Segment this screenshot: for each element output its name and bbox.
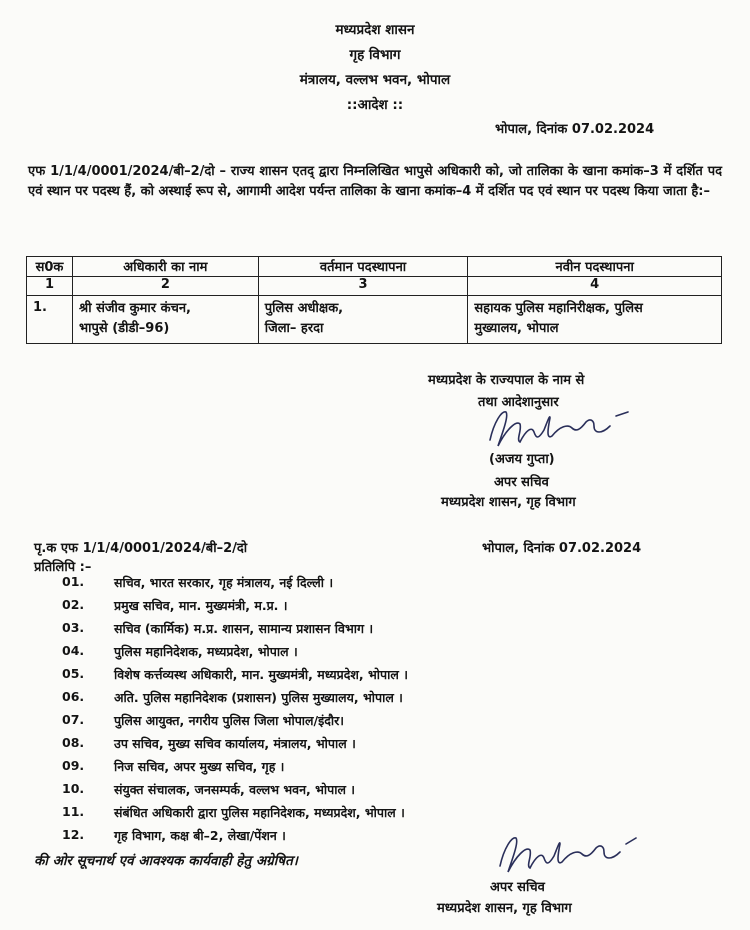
order-authority-line: तथा आदेशानुसार <box>478 395 559 410</box>
officer-service: भापुसे (डीडी–96) <box>78 321 170 336</box>
current-place: जिला– हरदा <box>264 321 324 336</box>
list-text: पुलिस आयुक्त, नगरीय पुलिस जिला भोपाल/इंदौर। <box>114 713 344 728</box>
list-text: संबंधित अधिकारी द्वारा पुलिस महानिदेशक, मध्यप्रदेश, भोपाल । <box>114 805 405 820</box>
current-posting-cell <box>258 296 468 344</box>
list-number: 08. <box>62 735 85 750</box>
table-header-cell: वर्तमान पदस्थापना <box>258 257 468 277</box>
posting-table <box>26 256 722 344</box>
list-number: 09. <box>62 758 85 773</box>
header-address: मंत्रालय, वल्लभ भवन, भोपाल <box>299 72 451 88</box>
list-text: उप सचिव, मुख्य सचिव कार्यालय, मंत्रालय, भोपाल । <box>114 736 356 751</box>
list-text: गृह विभाग, कक्ष बी–2, लेखा/पेंशन । <box>114 828 286 843</box>
forwarding-note: की ओर सूचनार्थ एवं आवश्यक कार्यवाही हेतु अग्रेषित। <box>34 853 298 869</box>
column-number: 2 <box>72 277 258 296</box>
signatory-name: (अजय गुप्ता) <box>489 452 555 467</box>
table-header-row <box>27 257 722 277</box>
officer-name: श्री संजीव कुमार कंचन, <box>78 301 191 316</box>
row-serial: 1. <box>27 296 73 344</box>
list-number: 03. <box>62 620 85 635</box>
copy-title: प्रतिलिपि :– <box>34 560 92 575</box>
list-number: 07. <box>62 712 85 727</box>
list-number: 01. <box>62 574 85 589</box>
table-header-cell: नवीन पदस्थापना <box>468 257 722 277</box>
list-text: सचिव, भारत सरकार, गृह मंत्रालय, नई दिल्ली । <box>114 575 334 590</box>
header-government: मध्यप्रदेश शासन <box>335 22 415 38</box>
officer-name-cell <box>72 296 258 344</box>
list-number: 02. <box>62 597 85 612</box>
header-department: गृह विभाग <box>349 47 401 63</box>
new-posting-cell <box>468 296 722 344</box>
list-text: प्रमुख सचिव, मान. मुख्यमंत्री, म.प्र. । <box>114 598 288 613</box>
list-number: 11. <box>62 804 85 819</box>
list-number: 05. <box>62 666 85 681</box>
list-number: 04. <box>62 643 85 658</box>
header-order-title: ::आदेश :: <box>346 97 404 113</box>
signatory-department: मध्यप्रदेश शासन, गृह विभाग <box>441 495 576 510</box>
list-text: निज सचिव, अपर मुख्य सचिव, गृह । <box>114 759 285 774</box>
new-post: सहायक पुलिस महानिरीक्षक, पुलिस <box>474 301 643 316</box>
new-place: मुख्यालय, भोपाल <box>474 321 559 336</box>
list-text: संयुक्त संचालक, जनसम्पर्क, वल्लभ भवन, भोपाल । <box>114 782 356 797</box>
final-signatory-department: मध्यप्रदेश शासन, गृह विभाग <box>437 901 572 916</box>
order-paragraph: एफ 1/1/4/0001/2024/बी–2/दो – राज्य शासन एतद् द्वारा निम्नलिखित भापुसे अधिकारी को, जो तालिका के खाना कमांक–3 में दर्शित पद एवं स्थान पर पदस्थ हैं, को अस्थाई रूप से, आगामी आदेश पर्यन्त तालिका के खाना कमांक–4 में दर्शित पद एवं स्थान पर पदस्थ किया जाता है:– <box>28 164 722 199</box>
signature-image <box>486 826 656 884</box>
table-row <box>27 296 722 344</box>
table-header-cell: स0क <box>27 257 73 277</box>
copy-reference: पृ.क एफ 1/1/4/0001/2024/बी–2/दो <box>34 541 248 556</box>
list-text: विशेष कर्त्तव्यस्थ अधिकारी, मान. मुख्यमंत्री, मध्यप्रदेश, भोपाल । <box>114 667 408 682</box>
current-post: पुलिस अधीक्षक, <box>264 301 344 316</box>
copy-date: भोपाल, दिनांक 07.02.2024 <box>482 541 642 556</box>
list-text: अति. पुलिस महानिदेशक (प्रशासन) पुलिस मुख्यालय, भोपाल । <box>114 690 403 705</box>
list-number: 12. <box>62 827 85 842</box>
list-text: पुलिस महानिदेशक, मध्यप्रदेश, भोपाल । <box>114 644 298 659</box>
signatory-designation: अपर सचिव <box>494 475 549 490</box>
column-number: 1 <box>27 277 73 296</box>
list-text: सचिव (कार्मिक) म.प्र. शासन, सामान्य प्रशासन विभाग । <box>114 621 374 636</box>
final-signatory-designation: अपर सचिव <box>490 880 545 895</box>
table-header-cell: अधिकारी का नाम <box>72 257 258 277</box>
governor-authority-line: मध्यप्रदेश के राज्यपाल के नाम से <box>428 373 585 388</box>
list-number: 10. <box>62 781 85 796</box>
table-column-number-row <box>27 277 722 296</box>
list-number: 06. <box>62 689 85 704</box>
column-number: 4 <box>468 277 722 296</box>
order-date: भोपाल, दिनांक 07.02.2024 <box>495 122 655 137</box>
column-number: 3 <box>258 277 468 296</box>
